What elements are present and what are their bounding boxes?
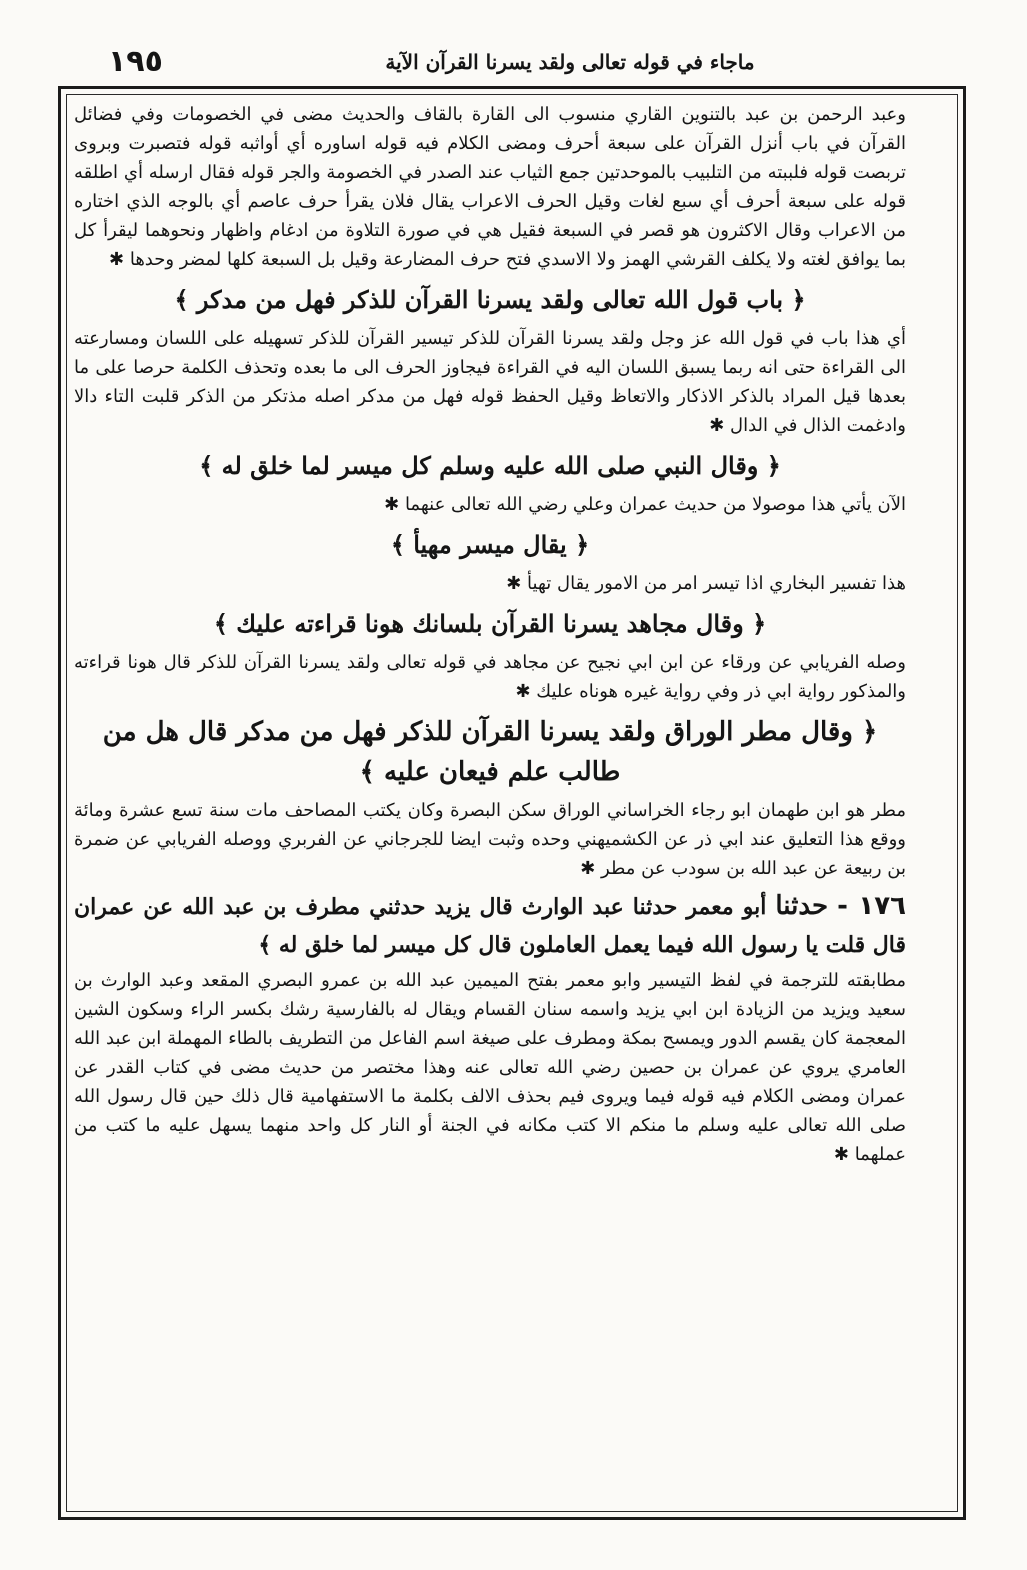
hadith-text: أبو معمر حدثنا عبد الوارث قال يزيد حدثني مطرف بن عبد الله عن عمران قال قلت يا رسول الله فيما يعمل العاملون قال كل ميسر لما خلق له: [74, 894, 906, 958]
chapter-heading: [74, 280, 906, 320]
quote-heading-text: وقال مجاهد يسرنا القرآن بلسانك هونا قراءته عليك: [236, 609, 744, 638]
bracket-close: ﴾: [199, 451, 214, 480]
bracket-close: ﴾: [213, 609, 228, 638]
bracket-close: ﴾: [390, 530, 405, 559]
commentary-paragraph: مطابقته للترجمة في لفظ التيسير وابو معمر بفتح الميمين عبد الله بن عمرو البصري المقعد وعبد الوارث بن سعيد ويزيد من الزيادة ابن ابي يزيد واسمه سنان القسام ويقال له بالفارسية رشك بكسر الراء وسكون الشين المعجمة كان يقسم الدور ويمسح بمكة ومطرف على صيغة اسم الفاعل من التطريف بالطاء المهملة ابن عبد الله العامري يروي عن عمران بن حصين رضي الله تعالى عنه وهذا مختصر من حديث مضى في كتاب القدر عن عمران ومضى الكلام فيه قوله فيما ويروى فيم بحذف الالف بكلمة ما الاستفهامية قال ذلك حين قال رسول الله صلى الله تعالى عليه وسلم ما منكم الا كتب مكانه في الجنة أو النار كل واحد منهما يسهل عليه ما كتب من عملهما ✱: [74, 970, 906, 1165]
running-title: ماجاء في قوله تعالى ولقد يسرنا القرآن الآية: [385, 50, 755, 74]
bracket-close: ﴾: [258, 932, 272, 958]
quote-heading-text: وقال النبي صلى الله عليه وسلم كل ميسر لما خلق له: [221, 451, 759, 480]
commentary-paragraph: وعبد الرحمن بن عبد بالتنوين القاري منسوب الى القارة بالقاف والحديث مضى في الخصومات وفي فضائل القرآن في باب أنزل القرآن على سبعة أحرف ومضى الكلام فيه قوله اساوره أي أواثبه قوله فتصبرت وبروى تربصت قوله فلببته من التلبيب بالموحدتين جمع الثياب عند الصدر في الخصومة والجر قوله فقال ارسله أي اطلقه قوله على سبعة أحرف أي سبع لغات وقيل الحرف الاعراب يقال فلان يقرأ حرف عاصم أي بالوجه الذي اختاره من الاعراب وقال الاكثرون هو قصر في السبعة فقيل هي في صورة التلاوة من ادغام واظهار ونحوهما ليقرأ كل بما يوافق لغته ولا يكلف القرشي الهمز ولا الاسدي فتح حرف المضارعة وقيل بل السبعة كلها لمضر وحدها ✱: [74, 104, 906, 270]
hadith-heading: [74, 887, 906, 964]
commentary-paragraph: أي هذا باب في قول الله عز وجل ولقد يسرنا القرآن للذكر تيسير القرآن للذكر تسهيله على اللسان ومسارعته الى القراءة حتى انه ربما يسبق اللسان اليه في القراءة فيجاوز الحرف الى ما بعده وتحذف الكلمة حرصا على ما بعدها قيل المراد بالذكر الاذكار والاتعاظ وقيل الحفظ قوله فهل من مدكر اصله مذتكر من الذكر قلبت التاء دالا وادغمت الذال في الدال ✱: [74, 328, 906, 436]
commentary-paragraph: وصله الفريابي عن ورقاء عن ابن ابي نجيح عن مجاهد في قوله تعالى ولقد يسرنا القرآن للذكر قال هونا قراءته والمذكور رواية ابي ذر وفي رواية غيره هوناه عليك ✱: [74, 652, 906, 702]
commentary-paragraph: الآن يأتي هذا موصولا من حديث عمران وعلي رضي الله تعالى عنهما ✱: [384, 494, 906, 515]
quote-heading-text: وقال مطر الوراق ولقد يسرنا القرآن للذكر فهل من مدكر قال هل من طالب علم فيعان عليه: [102, 717, 853, 787]
hadith-opener: حدثنا: [775, 891, 829, 921]
bracket-open: ﴿: [861, 717, 878, 747]
page-number: ١٩٥: [108, 44, 163, 79]
commentary-paragraph: هذا تفسير البخاري اذا تيسر امر من الامور يقال تهيأ ✱: [506, 573, 906, 594]
bracket-open: ﴿: [766, 451, 781, 480]
quote-heading: [74, 525, 906, 565]
bracket-open: ﴿: [791, 285, 806, 314]
quote-heading-text: يقال ميسر مهيأ: [413, 530, 567, 559]
bracket-close: ﴾: [174, 285, 189, 314]
quote-heading: [74, 712, 906, 792]
quote-heading: [74, 604, 906, 644]
hadith-number: ١٧٦ -: [837, 891, 906, 921]
commentary-paragraph: مطر هو ابن طهمان ابو رجاء الخراساني الوراق سكن البصرة وكان يكتب المصاحف مات سنة تسع عشرة ومائة ووقع هذا التعليق عند ابي ذر عن الكشميهني وحده وثبت ايضا للجرجاني عن الفربري ووصله الفريابي عن ضمرة بن ربيعة عن عبد الله بن سودب عن مطر ✱: [74, 800, 906, 879]
chapter-heading-text: باب قول الله تعالى ولقد يسرنا القرآن للذكر فهل من مدكر: [196, 285, 784, 314]
text-column: [74, 100, 906, 1492]
bracket-open: ﴿: [752, 609, 767, 638]
bracket-open: ﴿: [575, 530, 590, 559]
page-header: [40, 44, 980, 86]
quote-heading: [74, 446, 906, 486]
bracket-close: ﴾: [359, 757, 375, 787]
